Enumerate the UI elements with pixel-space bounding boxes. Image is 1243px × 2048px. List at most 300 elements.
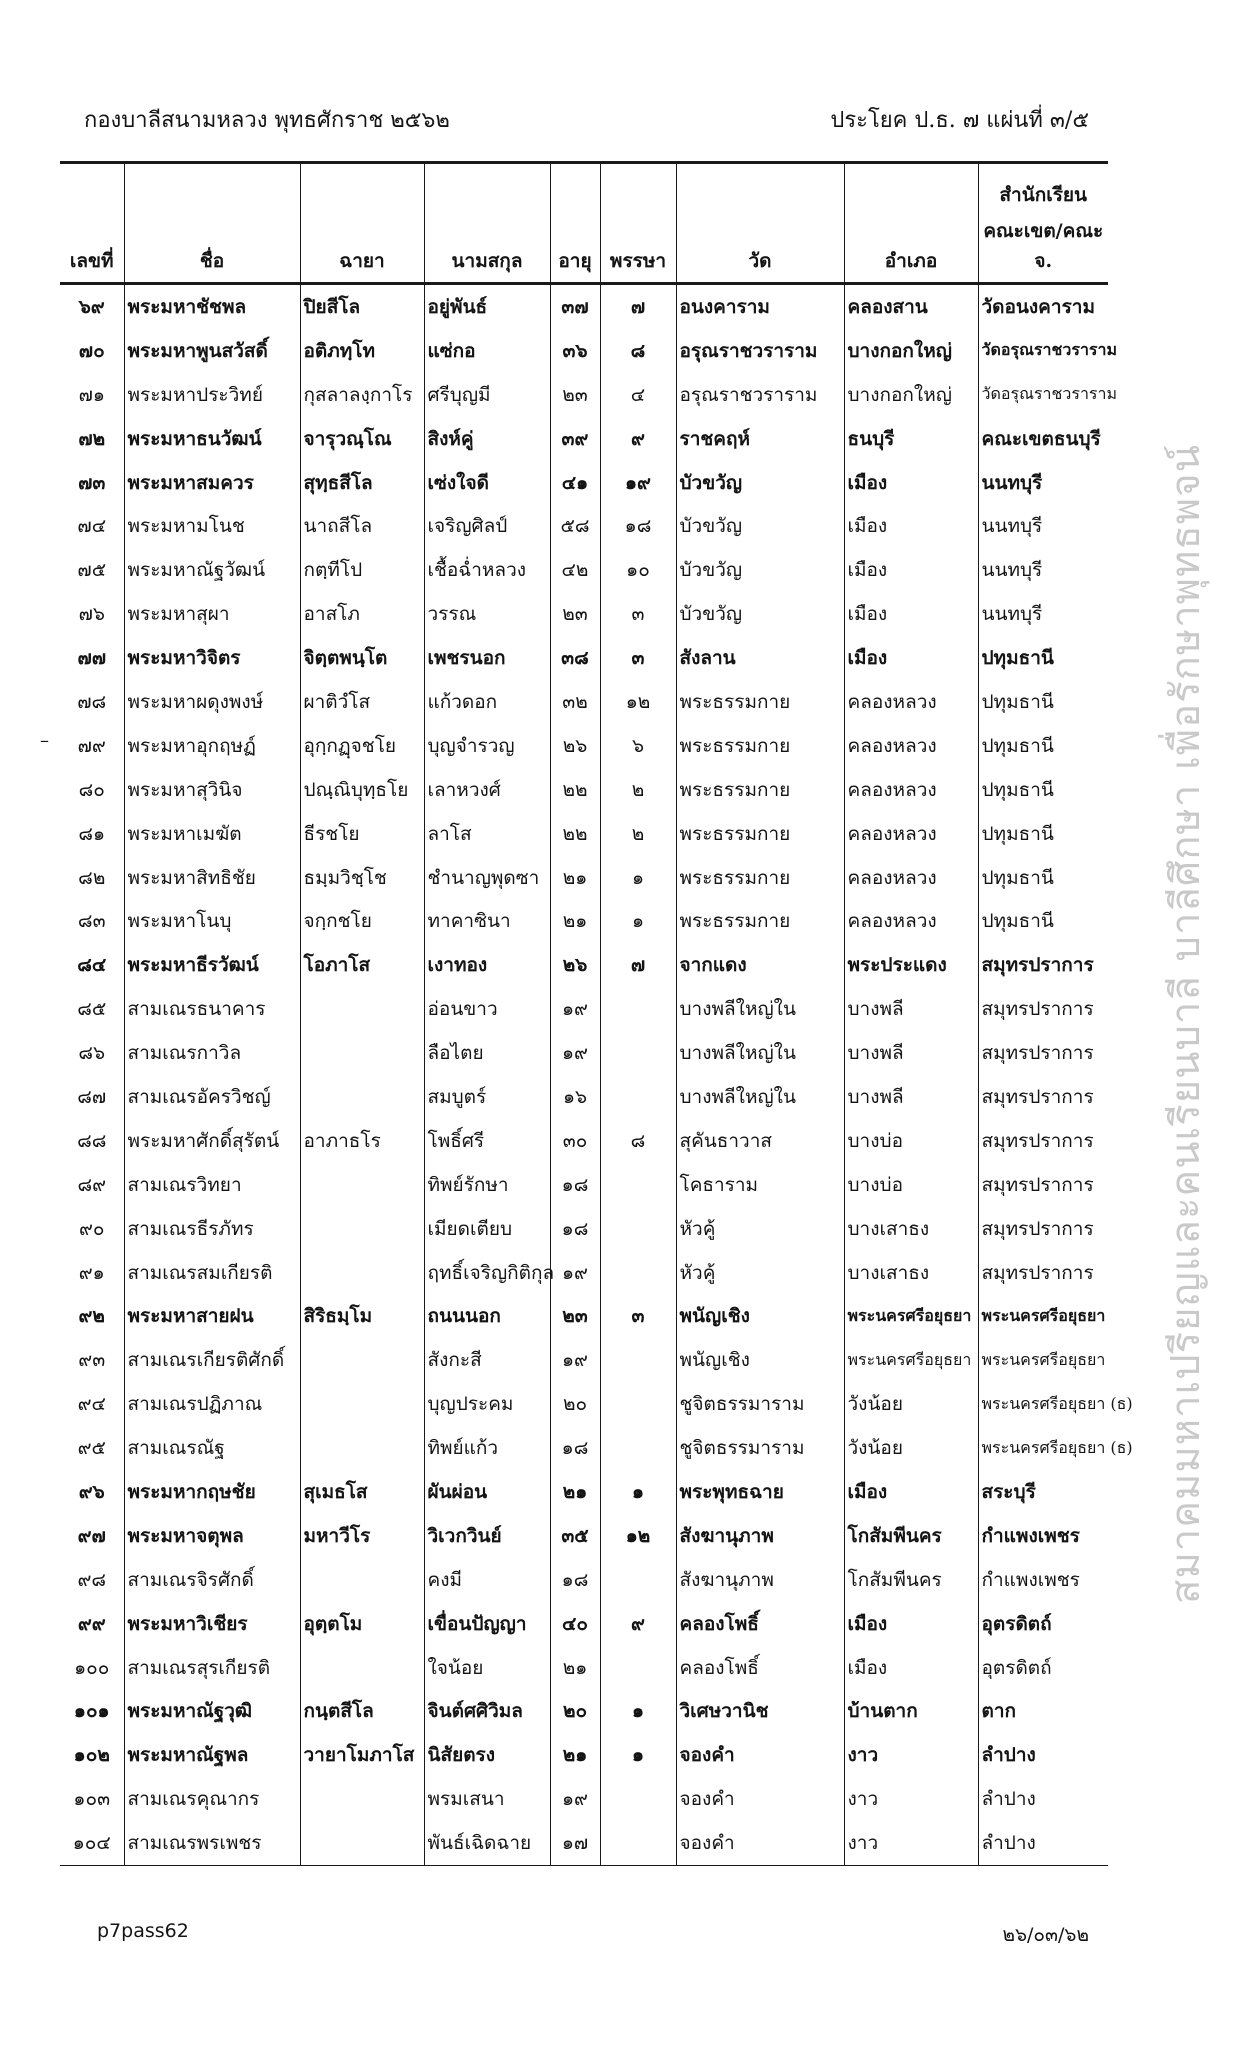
row-no: ๘๕ bbox=[77, 998, 107, 1021]
results-table-container bbox=[60, 161, 1133, 1866]
row-surname: นิสัยตรง bbox=[424, 1733, 550, 1777]
row-age: ๑๘ bbox=[550, 1558, 600, 1602]
row-chaya: ธีรชโย bbox=[300, 812, 424, 856]
row-name: พระมหาธนวัฒน์ bbox=[124, 417, 300, 461]
row-amphoe: งาว bbox=[844, 1821, 978, 1865]
row-no: ๗๔ bbox=[77, 515, 107, 538]
row-amphoe: วังน้อย bbox=[844, 1382, 978, 1426]
table-row bbox=[60, 1821, 1108, 1865]
table-row bbox=[60, 1558, 1108, 1602]
row-school: สมุทรปราการ bbox=[978, 1163, 1108, 1207]
page-footer bbox=[97, 1920, 1089, 1950]
row-phansa: ๓ bbox=[600, 636, 676, 680]
row-school: ปทุมธานี bbox=[978, 636, 1108, 680]
row-age: ๒๐ bbox=[550, 1690, 600, 1734]
row-name: พระมหาวิเชียร bbox=[124, 1602, 300, 1646]
row-school: นนทบุรี bbox=[978, 504, 1108, 548]
row-name: พระมหามโนช bbox=[124, 504, 300, 548]
row-name: สามเณรธนาคาร bbox=[124, 987, 300, 1031]
row-no: ๙๓ bbox=[78, 1349, 106, 1372]
row-chaya bbox=[300, 1075, 424, 1119]
col-amphoe: อำเภอ bbox=[844, 216, 978, 284]
row-amphoe: บางพลี bbox=[844, 987, 978, 1031]
row-chaya: ธมฺมวิชฺโช bbox=[300, 856, 424, 900]
table-body bbox=[60, 284, 1133, 1866]
row-name: พระมหาโนบุ bbox=[124, 899, 300, 943]
row-name: พระมหาณัฐวุฒิ bbox=[124, 1690, 300, 1734]
row-chaya: ผาติวํโส bbox=[300, 680, 424, 724]
row-amphoe: บางบ่อ bbox=[844, 1163, 978, 1207]
row-age: ๒๓ bbox=[550, 373, 600, 417]
row-no: ๑๐๑ bbox=[73, 1700, 110, 1723]
row-phansa: ๑ bbox=[600, 1690, 676, 1734]
row-wat: หัวคู้ bbox=[676, 1251, 844, 1295]
row-wat: จองคำ bbox=[676, 1733, 844, 1777]
row-chaya bbox=[300, 987, 424, 1031]
row-surname: เงาทอง bbox=[424, 943, 550, 987]
row-chaya: กุสลาลงฺกาโร bbox=[300, 373, 424, 417]
row-age: ๑๙ bbox=[550, 987, 600, 1031]
row-surname: เพชรนอก bbox=[424, 636, 550, 680]
row-surname: จินต์ศศิวิมล bbox=[424, 1690, 550, 1734]
row-wat: จองคำ bbox=[676, 1777, 844, 1821]
table-row bbox=[60, 548, 1108, 592]
row-chaya: กตฺทีโป bbox=[300, 548, 424, 592]
margin-mark: – bbox=[40, 730, 49, 751]
row-surname: สังกะสี bbox=[424, 1338, 550, 1382]
table-row bbox=[60, 987, 1108, 1031]
row-name: สามเณรคุณากร bbox=[124, 1777, 300, 1821]
row-phansa: ๓ bbox=[600, 1294, 676, 1338]
row-phansa bbox=[600, 1821, 676, 1865]
row-wat: ชูจิตธรรมาราม bbox=[676, 1382, 844, 1426]
row-surname: โพธิ์ศรี bbox=[424, 1119, 550, 1163]
row-school: ปทุมธานี bbox=[978, 812, 1108, 856]
row-chaya: อติภทฺโท bbox=[300, 329, 424, 373]
table-row bbox=[60, 1294, 1108, 1338]
row-amphoe: คลองหลวง bbox=[844, 724, 978, 768]
row-chaya: อาสโภ bbox=[300, 592, 424, 636]
row-name: พระมหาผดุงพงษ์ bbox=[124, 680, 300, 724]
row-age: ๑๗ bbox=[550, 1821, 600, 1865]
row-phansa: ๗ bbox=[600, 943, 676, 987]
row-surname: แก้วดอก bbox=[424, 680, 550, 724]
row-age: ๑๙ bbox=[550, 1031, 600, 1075]
row-age: ๓๐ bbox=[550, 1119, 600, 1163]
table-row bbox=[60, 417, 1108, 461]
row-surname: สมบูตร์ bbox=[424, 1075, 550, 1119]
row-surname: ลือไตย bbox=[424, 1031, 550, 1075]
row-school: วัดอนงคาราม bbox=[978, 284, 1108, 329]
row-name: พระมหาจตุพล bbox=[124, 1514, 300, 1558]
row-surname: อ่อนขาว bbox=[424, 987, 550, 1031]
row-phansa: ๑๙ bbox=[600, 461, 676, 505]
row-phansa: ๒ bbox=[600, 812, 676, 856]
footer-right: ๒๖/๐๓/๖๒ bbox=[1002, 1924, 1089, 1946]
row-no: ๗๑ bbox=[78, 383, 105, 406]
row-chaya: จกฺกชโย bbox=[300, 899, 424, 943]
row-phansa bbox=[600, 1646, 676, 1690]
row-wat: สังฆานุภาพ bbox=[676, 1514, 844, 1558]
row-school: ลำปาง bbox=[978, 1821, 1108, 1865]
row-wat: บัวขวัญ bbox=[676, 548, 844, 592]
row-name: พระมหาธีรวัฒน์ bbox=[124, 943, 300, 987]
table-row bbox=[60, 329, 1108, 373]
row-age: ๕๘ bbox=[550, 504, 600, 548]
row-no: ๙๐ bbox=[78, 1217, 105, 1240]
table-row bbox=[60, 1646, 1108, 1690]
row-phansa bbox=[600, 1207, 676, 1251]
row-wat: จากแดง bbox=[676, 943, 844, 987]
row-age: ๓๗ bbox=[550, 284, 600, 329]
row-name: สามเณรกาวิล bbox=[124, 1031, 300, 1075]
row-surname: แซ่กอ bbox=[424, 329, 550, 373]
row-wat: วิเศษวานิช bbox=[676, 1690, 844, 1734]
row-age: ๓๘ bbox=[550, 636, 600, 680]
row-wat: พระธรรมกาย bbox=[676, 812, 844, 856]
row-amphoe: บ้านตาก bbox=[844, 1690, 978, 1734]
table-row bbox=[60, 1251, 1108, 1295]
row-chaya: ปณฺณิบุทฺธโย bbox=[300, 768, 424, 812]
row-school: อุตรดิตถ์ bbox=[978, 1602, 1108, 1646]
row-age: ๔๐ bbox=[550, 1602, 600, 1646]
row-school: พระนครศรีอยุธยา bbox=[978, 1338, 1108, 1382]
row-no: ๗๗ bbox=[77, 647, 107, 670]
table-row bbox=[60, 504, 1108, 548]
header-right: ประโยค ป.ธ. ๗ แผ่นที่ ๓/๕ bbox=[830, 108, 1089, 133]
row-school: พระนครศรีอยุธยา (ธ) bbox=[978, 1382, 1108, 1426]
row-amphoe: เมือง bbox=[844, 636, 978, 680]
row-wat: คลองโพธิ์ bbox=[676, 1646, 844, 1690]
row-school: สมุทรปราการ bbox=[978, 1119, 1108, 1163]
row-no: ๑๐๒ bbox=[73, 1744, 110, 1767]
row-chaya: มหาวีโร bbox=[300, 1514, 424, 1558]
row-wat: ชูจิตธรรมาราม bbox=[676, 1426, 844, 1470]
row-amphoe: คลองหลวง bbox=[844, 899, 978, 943]
row-amphoe: เมือง bbox=[844, 1470, 978, 1514]
table-row bbox=[60, 1514, 1108, 1558]
row-no: ๙๙ bbox=[77, 1612, 106, 1635]
row-surname: สิงห์คู่ bbox=[424, 417, 550, 461]
table-row bbox=[60, 856, 1108, 900]
row-age: ๓๒ bbox=[550, 680, 600, 724]
row-phansa bbox=[600, 1426, 676, 1470]
row-chaya: สุทฺธสีโล bbox=[300, 461, 424, 505]
row-no: ๗๘ bbox=[77, 690, 107, 713]
table-row bbox=[60, 1470, 1108, 1514]
table-row bbox=[60, 680, 1108, 724]
row-chaya: วายาโมภาโส bbox=[300, 1733, 424, 1777]
row-no: ๗๓ bbox=[78, 471, 106, 494]
row-amphoe: โกสัมพีนคร bbox=[844, 1514, 978, 1558]
row-school: กำแพงเพชร bbox=[978, 1558, 1108, 1602]
row-school: ตาก bbox=[978, 1690, 1108, 1734]
row-wat: อรุณราชวราราม bbox=[676, 329, 844, 373]
table-row bbox=[60, 899, 1108, 943]
row-no: ๘๘ bbox=[77, 1129, 107, 1152]
row-age: ๑๘ bbox=[550, 1163, 600, 1207]
row-amphoe: งาว bbox=[844, 1733, 978, 1777]
table-row bbox=[60, 1163, 1108, 1207]
row-wat: ราชคฤห์ bbox=[676, 417, 844, 461]
row-phansa: ๑๐ bbox=[600, 548, 676, 592]
row-phansa: ๘ bbox=[600, 329, 676, 373]
row-school: วัดอรุณราชวราราม bbox=[978, 329, 1108, 373]
row-age: ๒๐ bbox=[550, 1382, 600, 1426]
row-no: ๙๔ bbox=[77, 1393, 106, 1416]
row-no: ๘๒ bbox=[78, 866, 106, 889]
row-amphoe: เมือง bbox=[844, 592, 978, 636]
row-school: พระนครศรีอยุธยา (ธ) bbox=[978, 1426, 1108, 1470]
table-row bbox=[60, 1690, 1108, 1734]
col-school-top: สำนักเรียน bbox=[978, 163, 1108, 217]
row-chaya bbox=[300, 1558, 424, 1602]
row-amphoe: คลองหลวง bbox=[844, 768, 978, 812]
row-surname: ศรีบุญมี bbox=[424, 373, 550, 417]
row-school: ปทุมธานี bbox=[978, 768, 1108, 812]
row-no: ๙๘ bbox=[77, 1568, 107, 1591]
table-row bbox=[60, 812, 1108, 856]
table-row bbox=[60, 1382, 1108, 1426]
page-header bbox=[84, 102, 1089, 137]
row-chaya bbox=[300, 1646, 424, 1690]
row-age: ๒๒ bbox=[550, 768, 600, 812]
row-age: ๒๓ bbox=[550, 1294, 600, 1338]
row-phansa bbox=[600, 1251, 676, 1295]
table-row bbox=[60, 284, 1108, 329]
row-amphoe: เมือง bbox=[844, 548, 978, 592]
row-surname: วิเวกวินย์ bbox=[424, 1514, 550, 1558]
table-row bbox=[60, 373, 1108, 417]
row-school: คณะเขตธนบุรี bbox=[978, 417, 1108, 461]
row-school: ลำปาง bbox=[978, 1777, 1108, 1821]
row-wat: พระธรรมกาย bbox=[676, 856, 844, 900]
header-left: กองบาลีสนามหลวง พุทธศักราช ๒๕๖๒ bbox=[84, 108, 450, 133]
row-amphoe: พระนครศรีอยุธยา bbox=[844, 1338, 978, 1382]
row-phansa: ๑ bbox=[600, 1733, 676, 1777]
row-name: พระมหาวิจิตร bbox=[124, 636, 300, 680]
row-wat: โคธาราม bbox=[676, 1163, 844, 1207]
row-wat: พระธรรมกาย bbox=[676, 680, 844, 724]
footer-left: p7pass62 bbox=[97, 1920, 189, 1942]
row-phansa bbox=[600, 1075, 676, 1119]
row-wat: บางพลีใหญ่ใน bbox=[676, 1031, 844, 1075]
row-chaya bbox=[300, 1426, 424, 1470]
row-surname: อยู่พันธ์ bbox=[424, 284, 550, 329]
row-surname: เชื้อฉ่ำหลวง bbox=[424, 548, 550, 592]
table-row bbox=[60, 1031, 1108, 1075]
row-wat: บางพลีใหญ่ใน bbox=[676, 1075, 844, 1119]
row-no: ๑๐๔ bbox=[60, 1821, 124, 1865]
row-age: ๔๑ bbox=[550, 461, 600, 505]
row-phansa: ๓ bbox=[600, 592, 676, 636]
row-wat: คลองโพธิ์ bbox=[676, 1602, 844, 1646]
row-no: ๗๙ bbox=[77, 734, 106, 757]
row-surname: ใจน้อย bbox=[424, 1646, 550, 1690]
col-phansa: พรรษา bbox=[600, 216, 676, 284]
row-no: ๙๕ bbox=[77, 1437, 106, 1460]
row-school: สมุทรปราการ bbox=[978, 1251, 1108, 1295]
row-surname: คงมี bbox=[424, 1558, 550, 1602]
row-phansa: ๑๒ bbox=[600, 1514, 676, 1558]
row-age: ๒๖ bbox=[550, 943, 600, 987]
row-surname: ทิพย์แก้ว bbox=[424, 1426, 550, 1470]
row-age: ๒๑ bbox=[550, 899, 600, 943]
row-school: ลำปาง bbox=[978, 1733, 1108, 1777]
row-name: พระมหาสมควร bbox=[124, 461, 300, 505]
row-amphoe: เมือง bbox=[844, 1646, 978, 1690]
row-amphoe: บางบ่อ bbox=[844, 1119, 978, 1163]
row-age: ๑๖ bbox=[550, 1075, 600, 1119]
row-chaya: จารุวณฺโณ bbox=[300, 417, 424, 461]
row-name: สามเณรณัฐ bbox=[124, 1426, 300, 1470]
row-chaya: อุกฺกฏฺจชโย bbox=[300, 724, 424, 768]
col-chaya: ฉายา bbox=[300, 216, 424, 284]
row-school: สมุทรปราการ bbox=[978, 987, 1108, 1031]
row-school: สระบุรี bbox=[978, 1470, 1108, 1514]
col-wat: วัด bbox=[676, 216, 844, 284]
row-amphoe: พระประแดง bbox=[844, 943, 978, 987]
row-age: ๓๕ bbox=[550, 1514, 600, 1558]
row-name: พระมหาพูนสวัสดิ์ bbox=[124, 329, 300, 373]
table-row bbox=[60, 1602, 1108, 1646]
row-surname: เจริญศิลป์ bbox=[424, 504, 550, 548]
row-wat: สังลาน bbox=[676, 636, 844, 680]
row-age: ๒๑ bbox=[550, 856, 600, 900]
row-name: สามเณรวิทยา bbox=[124, 1163, 300, 1207]
row-chaya: ปิยสีโล bbox=[300, 284, 424, 329]
row-name: พระมหาสุวินิจ bbox=[124, 768, 300, 812]
row-surname: บุญจำรวญ bbox=[424, 724, 550, 768]
row-age: ๒๑ bbox=[550, 1470, 600, 1514]
row-no: ๘๓ bbox=[77, 910, 106, 933]
row-amphoe: เมือง bbox=[844, 1602, 978, 1646]
row-no: ๗๒ bbox=[78, 427, 106, 450]
table-row bbox=[60, 943, 1108, 987]
row-name: พระมหาสิทธิชัย bbox=[124, 856, 300, 900]
row-no: ๘๔ bbox=[77, 954, 107, 977]
row-chaya bbox=[300, 1251, 424, 1295]
row-school: สมุทรปราการ bbox=[978, 1207, 1108, 1251]
row-wat: อนงคาราม bbox=[676, 284, 844, 329]
row-age: ๔๒ bbox=[550, 548, 600, 592]
row-surname: เลาหวงศ์ bbox=[424, 768, 550, 812]
row-chaya bbox=[300, 1207, 424, 1251]
row-phansa bbox=[600, 1382, 676, 1426]
row-phansa bbox=[600, 987, 676, 1031]
row-no: ๖๙ bbox=[78, 295, 105, 318]
table-row bbox=[60, 461, 1108, 505]
row-name: สามเณรเกียรติศักดิ์ bbox=[124, 1338, 300, 1382]
row-name: พระมหาอุกฤษฏ์ bbox=[124, 724, 300, 768]
row-phansa: ๑ bbox=[600, 899, 676, 943]
row-surname: ชำนาญพุดซา bbox=[424, 856, 550, 900]
row-phansa: ๙ bbox=[600, 417, 676, 461]
table-row bbox=[60, 724, 1108, 768]
table-row bbox=[60, 1075, 1108, 1119]
row-school: กำแพงเพชร bbox=[978, 1514, 1108, 1558]
row-age: ๑๙ bbox=[550, 1338, 600, 1382]
row-age: ๓๖ bbox=[550, 329, 600, 373]
row-name: สามเณรสุรเกียรติ bbox=[124, 1646, 300, 1690]
row-wat: อรุณราชวราราม bbox=[676, 373, 844, 417]
row-no: ๘๗ bbox=[77, 1085, 107, 1108]
row-phansa bbox=[600, 1558, 676, 1602]
row-wat: พระพุทธฉาย bbox=[676, 1470, 844, 1514]
row-wat: บัวขวัญ bbox=[676, 592, 844, 636]
row-age: ๒๑ bbox=[550, 1646, 600, 1690]
table-row bbox=[60, 1426, 1108, 1470]
row-chaya: อุตฺตโม bbox=[300, 1602, 424, 1646]
row-wat: พนัญเชิง bbox=[676, 1294, 844, 1338]
row-amphoe: งาว bbox=[844, 1777, 978, 1821]
row-phansa bbox=[600, 1031, 676, 1075]
table-row bbox=[60, 636, 1108, 680]
row-surname: บุญประคม bbox=[424, 1382, 550, 1426]
row-no: ๘๖ bbox=[78, 1042, 106, 1065]
row-surname: ฤทธิ์เจริญกิติกุล bbox=[424, 1251, 550, 1295]
row-name: สามเณรสมเกียรติ bbox=[124, 1251, 300, 1295]
row-amphoe: คลองหลวง bbox=[844, 856, 978, 900]
row-age: ๒๓ bbox=[550, 592, 600, 636]
row-chaya bbox=[300, 1777, 424, 1821]
row-name: พระมหากฤษชัย bbox=[124, 1470, 300, 1514]
row-surname: เซ่งใจดี bbox=[424, 461, 550, 505]
row-surname: ลาโส bbox=[424, 812, 550, 856]
row-age: ๑๘ bbox=[550, 1207, 600, 1251]
row-wat: พระธรรมกาย bbox=[676, 724, 844, 768]
row-phansa: ๔ bbox=[600, 373, 676, 417]
row-no: ๙๑ bbox=[78, 1261, 105, 1284]
table-row bbox=[60, 592, 1108, 636]
table-row bbox=[60, 768, 1108, 812]
row-wat: พนัญเชิง bbox=[676, 1338, 844, 1382]
table-row bbox=[60, 1338, 1108, 1382]
row-no: ๗๐ bbox=[78, 339, 105, 362]
row-phansa bbox=[600, 1777, 676, 1821]
row-amphoe: คลองสาน bbox=[844, 284, 978, 329]
row-chaya: สิริธมฺโม bbox=[300, 1294, 424, 1338]
row-phansa: ๒ bbox=[600, 768, 676, 812]
row-surname: พรมเสนา bbox=[424, 1777, 550, 1821]
row-surname: พันธ์เฉิดฉาย bbox=[424, 1821, 550, 1865]
row-school: สมุทรปราการ bbox=[978, 943, 1108, 987]
row-name: พระมหาศักดิ์สุรัตน์ bbox=[124, 1119, 300, 1163]
row-amphoe: คลองหลวง bbox=[844, 812, 978, 856]
row-amphoe: บางกอกใหญ่ bbox=[844, 329, 978, 373]
row-phansa: ๑๘ bbox=[600, 504, 676, 548]
row-chaya bbox=[300, 1163, 424, 1207]
table-row bbox=[60, 1733, 1108, 1777]
col-surname: นามสกุล bbox=[424, 216, 550, 284]
watermark-text: สมาคมมหาเปรียญและคนเรียนบาลี บาลีศึกษา เพื่อรักษาพุทธพจน์ bbox=[1163, 444, 1209, 1604]
row-amphoe: เมือง bbox=[844, 504, 978, 548]
row-phansa: ๗ bbox=[600, 284, 676, 329]
row-name: พระมหาประวิทย์ bbox=[124, 373, 300, 417]
row-phansa bbox=[600, 1338, 676, 1382]
row-chaya: โอภาโส bbox=[300, 943, 424, 987]
row-surname: เขื่อนปัญญา bbox=[424, 1602, 550, 1646]
row-school: นนทบุรี bbox=[978, 592, 1108, 636]
row-chaya: อาภาธโร bbox=[300, 1119, 424, 1163]
row-wat: บางพลีใหญ่ใน bbox=[676, 987, 844, 1031]
row-phansa: ๖ bbox=[600, 724, 676, 768]
row-chaya: กนฺตสีโล bbox=[300, 1690, 424, 1734]
row-no: ๘๙ bbox=[77, 1173, 107, 1196]
row-surname: ทาคาซินา bbox=[424, 899, 550, 943]
row-phansa: ๘ bbox=[600, 1119, 676, 1163]
row-school: ปทุมธานี bbox=[978, 856, 1108, 900]
